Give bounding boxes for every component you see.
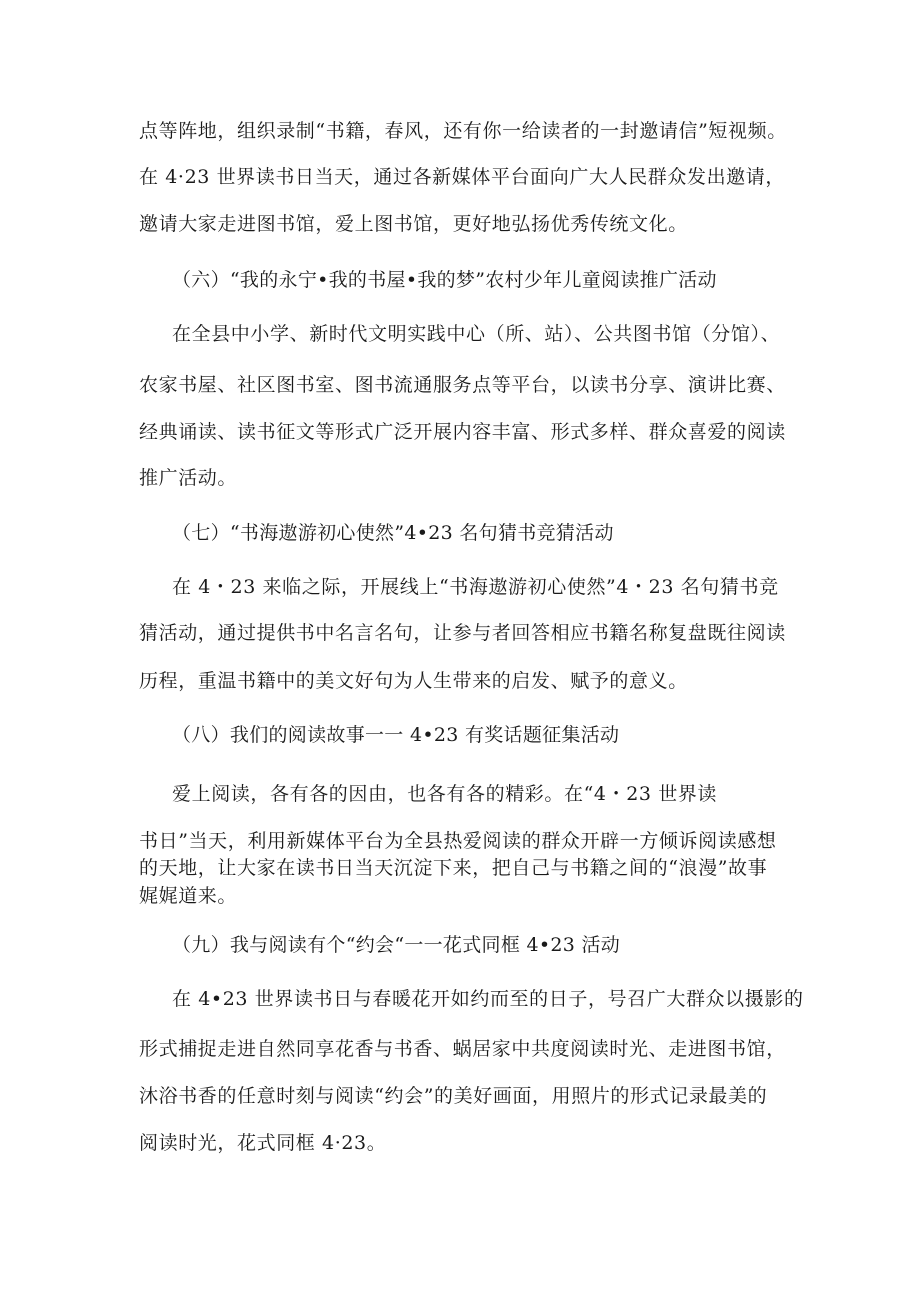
section-8-line-1: 爱上阅读，各有各的因由，也各有各的精彩。在“4・23 世界读 — [172, 783, 718, 805]
intro-line-1: 点等阵地，组织录制“书籍，春风，还有你一给读者的一封邀请信”短视频。 — [139, 120, 787, 142]
section-6-line-3: 经典诵读、读书征文等形式广泛开展内容丰富、形式多样、群众喜爱的阅读 — [139, 421, 786, 443]
section-9-line-4: 阅读时光，花式同框 4·23。 — [139, 1132, 387, 1154]
section-7-line-1: 在 4・23 来临之际，开展线上“书海遨游初心使然”4・23 名句猜书竞 — [172, 576, 779, 598]
section-7-line-2: 猜活动，通过提供书中名言名句，让参与者回答相应书籍名称复盘既往阅读 — [139, 622, 786, 644]
section-7-heading: （七）“书海遨游初心使然”4•23 名句猜书竞猜活动 — [172, 522, 614, 544]
section-6-heading: （六）“我的永宁•我的书屋•我的梦”农村少年儿童阅读推广活动 — [172, 269, 717, 291]
section-8-heading: （八）我们的阅读故事一一 4•23 有奖话题征集活动 — [172, 724, 620, 746]
section-9-line-1: 在 4•23 世界读书日与春暖花开如约而至的日子，号召广大群众以摄影的 — [172, 988, 804, 1010]
section-6-line-1: 在全县中小学、新时代文明实践中心（所、站）、公共图书馆（分馆）、 — [172, 323, 781, 345]
intro-line-3: 邀请大家走进图书馆，爱上图书馆，更好地弘扬优秀传统文化。 — [139, 213, 688, 235]
section-6-line-2: 农家书屋、社区图书室、图书流通服务点等平台，以读书分享、演讲比赛、 — [139, 374, 786, 396]
section-8-line-2: 书日”当天，利用新媒体平台为全县热爱阅读的群众开辟一方倾诉阅读感想 — [139, 830, 777, 852]
intro-line-2: 在 4·23 世界读书日当天，通过各新媒体平台面向广大人民群众发出邀请， — [139, 166, 785, 188]
section-7-line-3: 历程，重温书籍中的美文好句为人生带来的启发、赋予的意义。 — [139, 670, 688, 692]
section-8-line-4: 娓娓道来。 — [139, 885, 238, 907]
section-6-line-4: 推广活动。 — [139, 467, 238, 489]
section-8-line-3: 的天地，让大家在读书日当天沉淀下来，把自己与书籍之间的“浪漫”故事 — [139, 857, 768, 879]
section-9-line-3: 沐浴书香的任意时刻与阅读“约会”的美好画面，用照片的形式记录最美的 — [139, 1085, 768, 1107]
section-9-line-2: 形式捕捉走进自然同享花香与书香、蜗居家中共度阅读时光、走进图书馆， — [139, 1038, 786, 1060]
section-9-heading: （九）我与阅读有个“约会“一一花式同框 4•23 活动 — [172, 934, 621, 956]
